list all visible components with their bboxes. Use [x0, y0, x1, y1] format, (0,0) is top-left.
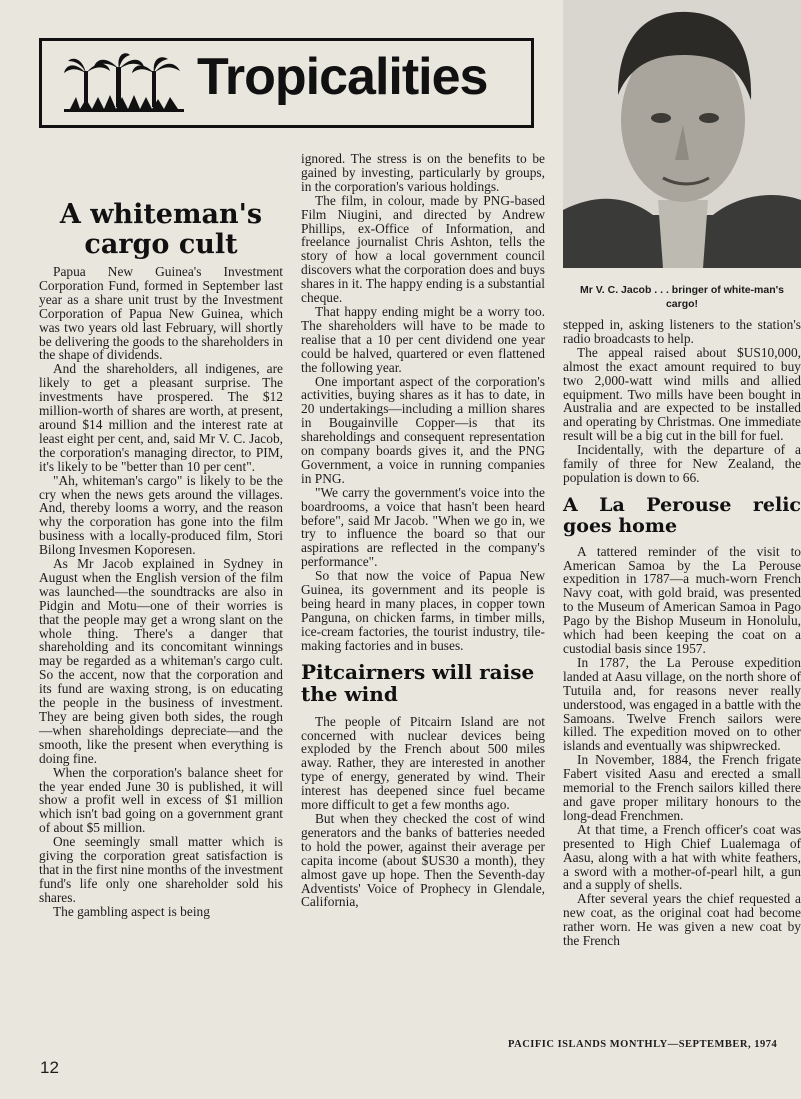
section-banner [39, 38, 534, 128]
paragraph: stepped in, asking listeners to the station's radio broadcasts to help. [563, 317, 801, 346]
paragraph: The gambling aspect is being [53, 903, 210, 919]
publication-footer: PACIFIC ISLANDS MONTHLY—SEPTEMBER, 1974 [508, 1039, 778, 1050]
article-headline: A whiteman's cargo cult [59, 199, 263, 260]
paragraph: "We carry the government's voice into the boardrooms, a voice that hasn't been heard before", said Mr Jacob. "When we go in, we try to influence the board so that our aspirations are reflected in the company's performance". [301, 484, 545, 570]
section-title: Tropicalities [197, 48, 488, 106]
article-headline: Pitcairners will raise the wind [301, 659, 535, 706]
paragraph: The appeal raised about $US10,000, almost the exact amount required to buy two 2,000-watt wind mills and allied equipment. Two mills have been bought in Australia and are expected to be installed and operating by Christmas. One immediate result will be a big cut in the bill for fuel. [563, 344, 801, 444]
paragraph: That happy ending might be a worry too. The shareholders will have to be made to realise that a 10 per cent dividend one year could be halved, quartered or even flattened the following year. [301, 303, 545, 375]
article-headline: A La Perouse relic goes home [563, 493, 801, 537]
paragraph: As Mr Jacob explained in Sydney in August when the English version of the film was launched—the soundtracks are also in Pidgin and Motu—one of their worries is that the people may get a wrong slant on the whole thing. There's a danger that shareholding and its concomitant winnings may be regarded as a whiteman's cargo cult. So the accent, now that the corporation and its fund are waxing strong, is on educating the people in the business of investment. They are being given both sides, the rough —when shareholdings depreciate—and the smooth, like the present when everything is doing fine. [39, 556, 283, 766]
photo-caption: Mr V. C. Jacob . . . bringer of white-man's cargo! [580, 284, 784, 310]
paragraph: A tattered reminder of the visit to American Samoa by the La Perouse expedition in 1787—a much-worn French Navy coat, with gold braid, was presented to the Museum of American Samoa in Pago Pago by the Bishop Museum in Honolulu, which had been keeping the coat on a custodial basis since 1957. [563, 543, 801, 656]
paragraph: So that now the voice of Papua New Guinea, its government and its people is being heard in many places, in copper town Panguna, on chicken farms, in timber mills, ice-cream factories, the tourist industry, tile-making factories and in buses. [301, 568, 545, 653]
page-number: 12 [40, 1058, 59, 1077]
paragraph: Incidentally, with the departure of a family of three for New Zealand, the population is down to 66. [563, 442, 801, 485]
paragraph: The film, in colour, made by PNG-based Film Niugini, and directed by Andrew Phillips, ex-Office of Information, and freelance journalist Chris Ashton, tells the story of how a local government council discovers what the corporation does and buys shares in it. The happy ending is a substantial cheque. [301, 192, 545, 306]
paragraph: And the shareholders, all indigenes, are likely to get a pleasant surprise. The investments have prospered. The $12 million-worth of shares are worth, at present, around $14 million and the interest rate at least eight per cent, and, said Mr V. C. Jacob, the corporation's managing director, to PIM, it's likely to be "better than 10 per cent". [39, 361, 283, 474]
text-column-1 [39, 265, 283, 919]
paragraph: But when they checked the cost of wind generators and the banks of batteries needed to hold the power, against their average per capita income (about $US30 a month), they almost gave up hope. Then the Seventh-day Adventists' Voice of Prophecy in Glendale, California, [301, 810, 545, 910]
text-column-3 [563, 318, 801, 948]
paragraph: When the corporation's balance sheet for the year ended June 30 is published, it will show a profit well in excess of $1 million which isn't bad going on a government grant of about $5 million. [39, 764, 283, 836]
paragraph: After several years the chief requested a new coat, as the original coat had become rather worn. He was given a new coat by the French [563, 891, 801, 949]
portrait-photo [563, 0, 801, 268]
paragraph: In November, 1884, the French frigate Fabert visited Aasu and erected a small memorial to the French sailors killed there and gave proper military honours to the long-dead Frenchmen. [563, 752, 801, 823]
paragraph: At that time, a French officer's coat was presented to High Chief Lualemaga of Aasu, along with a hat with white feathers, a sword with a mother-of-pearl hilt, a gun and a supply of shells. [563, 821, 801, 893]
paragraph: Papua New Guinea's Investment Corporation Fund, formed in September last year as a share unit trust by the Investment Corporation of Papua New Guinea, which was two years old last February, will shortly be delivering the goods to the shareholders in the shape of dividends. [39, 264, 283, 363]
paragraph: One important aspect of the corporation's activities, buying shares as it has to date, in 20 undertakings—including a million shares in Bougainville Copper—is that its shareholdings and consequent representation on company boards gives it, and the PNG Government, a voice in running companies in PNG. [301, 373, 545, 486]
portrait-image [563, 0, 801, 268]
text-column-2 [301, 152, 545, 909]
paragraph: One seemingly small matter which is giving the corporation great satisfaction is that in the first nine months of the investment fund's life only one shareholder sold his shares. [39, 834, 283, 905]
paragraph: ignored. The stress is on the benefits to be gained by investing, particularly by groups, in the corporation's various holdings. [301, 151, 545, 194]
paragraph: In 1787, the La Perouse expedition landed at Aasu village, on the north shore of Tutuila and, for reasons never really understood, was engaged in a battle with the Samoans. Twelve French sailors were killed. The expedition moved on to other islands and eventually was shipwrecked. [563, 654, 801, 754]
palm-trees-logo-icon [64, 53, 184, 115]
paragraph: The people of Pitcairn Island are not concerned with nuclear devices being exploded by the French about 500 miles away. Rather, they are interested in another type of energy, generated by wind. Their interest has deepened since fuel became more difficult to get a few months ago. [301, 713, 545, 813]
paragraph: "Ah, whiteman's cargo" is likely to be the cry when the news gets around the villages. And, thereby looms a worry, and the reason why the corporation has gone into the film business with a locally-produced film, Stori Bilong Invesmen Koporesen. [39, 472, 283, 558]
